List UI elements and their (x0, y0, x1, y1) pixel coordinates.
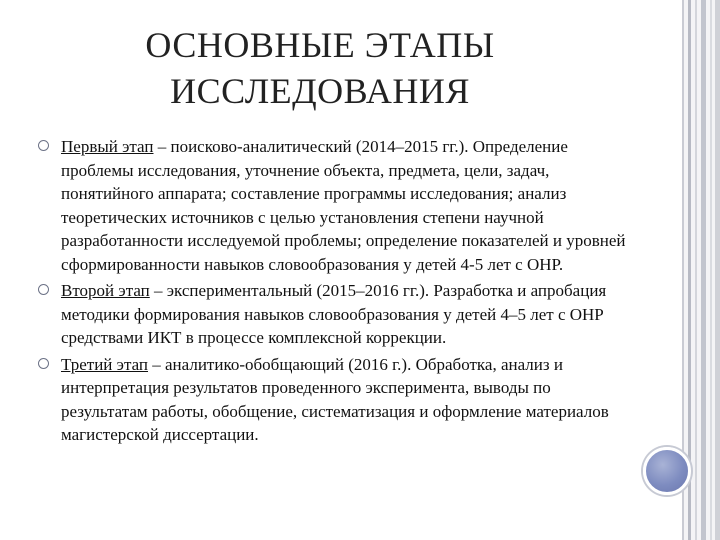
list-item (36, 353, 626, 447)
circle-decoration-icon (643, 447, 691, 495)
list-item (36, 279, 626, 350)
stripe-decoration (701, 0, 706, 540)
stripe-decoration (688, 0, 691, 540)
stage-text: – экспериментальный (2015–2016 гг.). Разработка и апробация методики формирования навыков словообразования у детей 4–5 лет с ОНР средствами ИКТ в процессе комплексной коррекции. (61, 281, 607, 347)
list-item (36, 135, 626, 276)
title-line-1: ОСНОВНЫЕ ЭТАПЫ (145, 25, 495, 65)
slide-title (60, 22, 580, 114)
hollow-circle-bullet-icon (38, 358, 49, 369)
stage-text: – поисково-аналитический (2014–2015 гг.). Определение проблемы исследования, уточнение объекта, предмета, цели, задач, понятийного аппарата; составление программы исследования; анализ теоретических источников с целью установления степени научной разработанности исследуемой проблемы; определение показателей и уровней сформированности навыков словообразования у детей 4-5 лет с ОНР. (61, 137, 626, 274)
stage-label: Третий этап (61, 354, 149, 374)
stage-text: – аналитико-обобщающий (2016 г.). Обработка, анализ и интерпретация результатов проведенного эксперимента, выводы по результатам работы, обобщение, систематизация и оформление материалов магистерской диссертации. (61, 354, 609, 444)
hollow-circle-bullet-icon (38, 284, 49, 295)
title-line-2: ИССЛЕДОВАНИЯ (170, 71, 470, 111)
stage-label: Второй этап (61, 281, 150, 300)
stripe-decoration (715, 0, 720, 540)
content-list (36, 135, 626, 450)
stripe-decoration (695, 0, 697, 540)
hollow-circle-bullet-icon (38, 140, 49, 151)
stage-label: Первый этап (61, 137, 154, 156)
stripe-decoration (710, 0, 712, 540)
